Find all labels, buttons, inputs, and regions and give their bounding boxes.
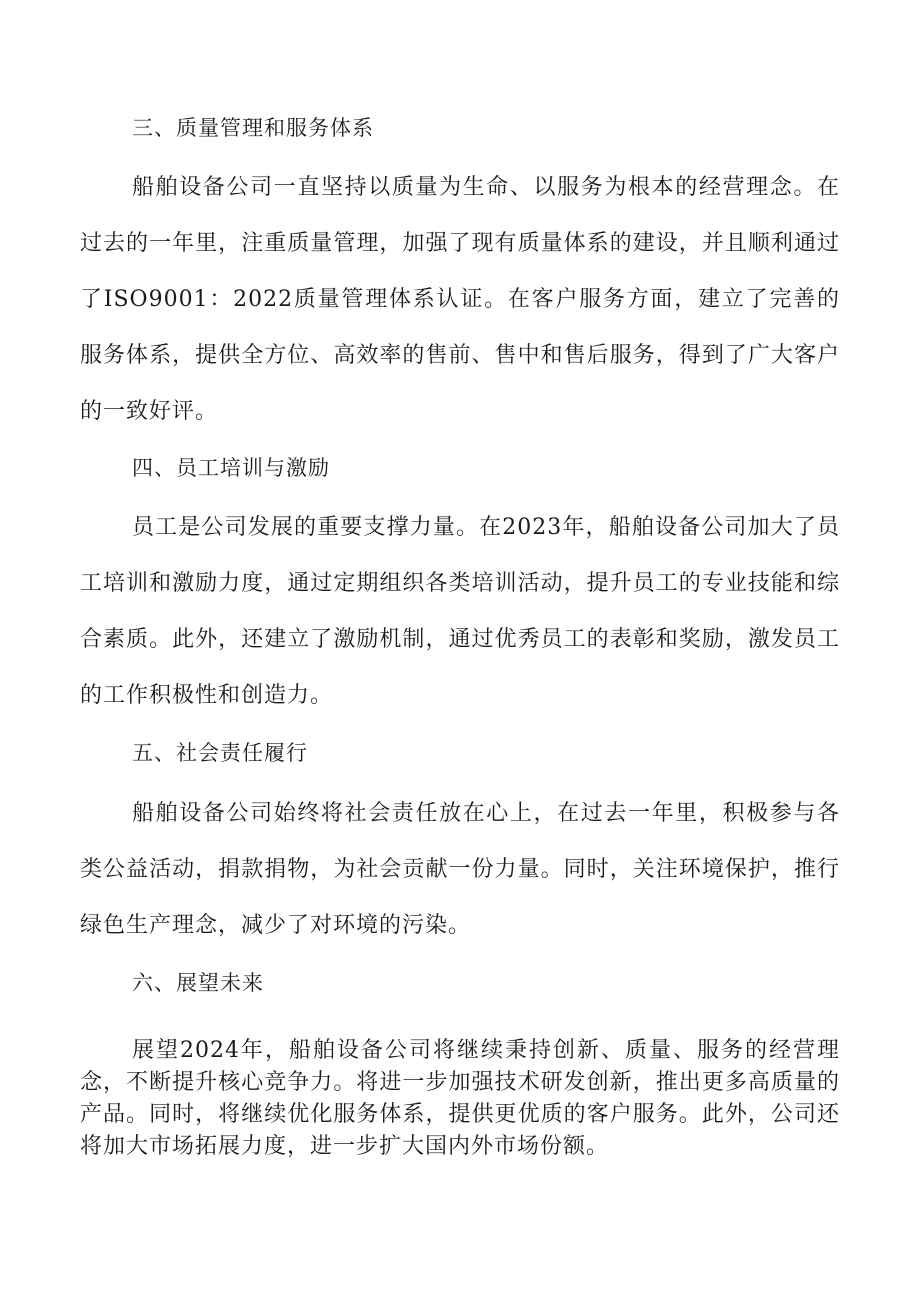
section-heading-responsibility: 五、社会责任履行 [132,741,308,765]
section-body-training: 员工是公司发展的重要支撑力量。在2023年，船舶设备公司加大了员工培训和激励力度，通过定期组织各类培训活动，提升员工的专业技能和综合素质。此外，还建立了激励机制，通过优秀员工的表彰和奖励，激发员工的工作积极性和创造力。 [80,515,840,708]
section-heading-training: 四、员工培训与激励 [132,456,330,480]
section-body-outlook: 展望2024年，船舶设备公司将继续秉持创新、质量、服务的经营理念，不断提升核心竞争力。将进一步加强技术研发创新，推出更多高质量的产品。同时，将继续优化服务体系，提供更优质的客户服务。此外，公司还将加大市场拓展力度，进一步扩大国内外市场份额。 [80,1038,840,1159]
section-heading-quality: 三、质量管理和服务体系 [132,116,374,140]
document-page [80,0,840,1301]
section-body-responsibility: 船舶设备公司始终将社会责任放在心上，在过去一年里，积极参与各类公益活动，捐款捐物，为社会贡献一份力量。同时，关注环境保护，推行绿色生产理念，减少了对环境的污染。 [80,801,840,938]
section-body-quality: 船舶设备公司一直坚持以质量为生命、以服务为根本的经营理念。在过去的一年里，注重质量管理，加强了现有质量体系的建设，并且顺利通过了ISO9001：2022质量管理体系认证。在客户服务方面，建立了完善的服务体系，提供全方位、高效率的售前、售中和售后服务，得到了广大客户的一致好评。 [80,175,840,424]
section-heading-outlook: 六、展望未来 [132,971,264,995]
